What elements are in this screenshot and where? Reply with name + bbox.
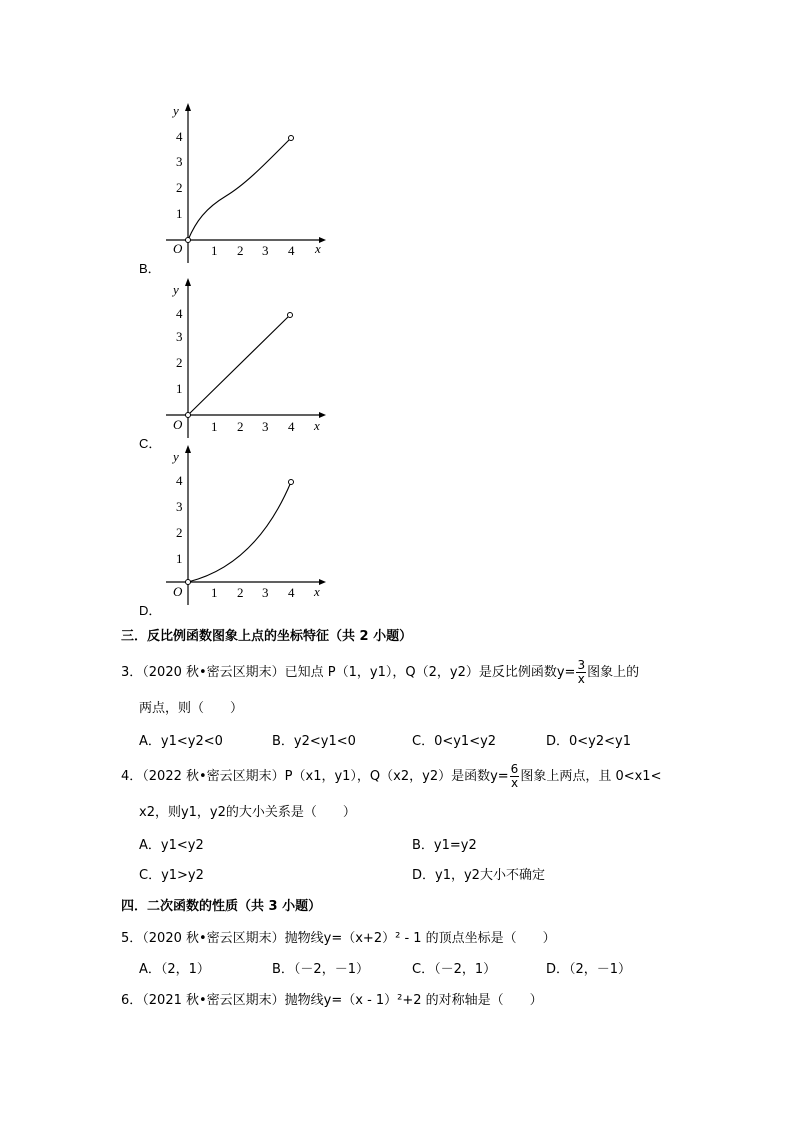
svg-text:x: x — [315, 241, 321, 256]
svg-text:2: 2 — [237, 419, 244, 434]
svg-text:3: 3 — [262, 419, 269, 434]
svg-text:y: y — [173, 449, 179, 464]
graph-option-c — [166, 278, 326, 438]
q5-option-a[interactable]: A．（2，1） — [139, 962, 210, 977]
svg-text:x: x — [314, 584, 320, 599]
svg-text:3: 3 — [176, 499, 183, 514]
svg-text:3: 3 — [176, 329, 183, 344]
section-4-heading: 四．二次函数的性质（共 3 小题） — [121, 899, 322, 914]
svg-text:1: 1 — [211, 419, 218, 434]
svg-text:2: 2 — [176, 525, 183, 540]
svg-text:4: 4 — [176, 473, 183, 488]
svg-text:1: 1 — [211, 585, 218, 600]
q4-line1: 4．（2022 秋•密云区期末）P（x1，y1），Q（x2，y2）是函数y= $\frac{6}{x}$ 图象上两点，且 0<x1< — [121, 762, 662, 790]
graph-b-svg — [166, 103, 326, 263]
svg-text:3: 3 — [262, 585, 269, 600]
q3-option-a[interactable]: A．y1<y2<0 — [139, 734, 223, 749]
svg-text:y: y — [173, 282, 179, 297]
svg-text:2: 2 — [176, 180, 183, 195]
q3-option-b[interactable]: B．y2<y1<0 — [272, 734, 356, 749]
svg-text:y: y — [173, 103, 179, 118]
svg-text:1: 1 — [176, 551, 183, 566]
svg-text:2: 2 — [237, 243, 244, 258]
curve-quadratic — [188, 482, 291, 582]
svg-text:3: 3 — [262, 243, 269, 258]
q5-option-c[interactable]: C．（－2，1） — [412, 962, 497, 977]
svg-text:3: 3 — [176, 154, 183, 169]
svg-text:4: 4 — [288, 585, 295, 600]
q3-line1: 3．（2020 秋•密云区期末）已知点 P（1，y1），Q（2，y2）是反比例函数y= $\frac{3}{x}$ 图象上的 — [121, 658, 640, 686]
svg-text:1: 1 — [211, 243, 218, 258]
q4-option-b[interactable]: B．y1=y2 — [412, 838, 477, 853]
graph-d-svg — [166, 445, 326, 605]
section-3-heading: 三．反比例函数图象上点的坐标特征（共 2 小题） — [121, 629, 413, 644]
svg-text:4: 4 — [288, 419, 295, 434]
graph-option-d — [166, 445, 326, 605]
curve-sqrt — [188, 138, 291, 240]
q5-option-d[interactable]: D．（2，－1） — [546, 962, 632, 977]
q3-fraction: $\frac{3}{x}$ — [577, 658, 586, 686]
q4-option-c[interactable]: C．y1>y2 — [139, 868, 204, 883]
q3-option-c[interactable]: C．0<y1<y2 — [412, 734, 497, 749]
q4-fraction: $\frac{6}{x}$ — [510, 762, 519, 790]
svg-text:1: 1 — [176, 381, 183, 396]
graph-option-b — [166, 103, 326, 263]
q3-line2: 两点，则（ ） — [139, 701, 244, 716]
q5-option-b[interactable]: B．（－2，－1） — [272, 962, 369, 977]
svg-text:2: 2 — [237, 585, 244, 600]
q3-option-d[interactable]: D．0<y2<y1 — [546, 734, 631, 749]
q4-option-a[interactable]: A．y1<y2 — [139, 838, 204, 853]
svg-text:4: 4 — [176, 129, 183, 144]
svg-text:O: O — [173, 417, 183, 432]
q4-line2: x2，则y1，y2的大小关系是（ ） — [139, 805, 356, 820]
svg-text:4: 4 — [288, 243, 295, 258]
graph-c-svg — [166, 278, 326, 438]
option-c-label[interactable]: C． — [139, 436, 162, 451]
svg-text:O: O — [173, 241, 183, 256]
q6-line1: 6．（2021 秋•密云区期末）抛物线y=（x - 1）²+2 的对称轴是（ ） — [121, 993, 543, 1008]
svg-text:2: 2 — [176, 355, 183, 370]
svg-text:O: O — [173, 584, 183, 599]
option-d-label[interactable]: D． — [139, 603, 162, 618]
q5-line1: 5．（2020 秋•密云区期末）抛物线y=（x+2）² - 1 的顶点坐标是（ ） — [121, 931, 556, 946]
svg-text:1: 1 — [176, 206, 183, 221]
q4-option-d[interactable]: D．y1，y2大小不确定 — [412, 868, 545, 883]
curve-linear — [188, 315, 290, 415]
svg-text:x: x — [314, 418, 320, 433]
svg-text:4: 4 — [176, 306, 183, 321]
option-b-label[interactable]: B． — [139, 261, 161, 276]
